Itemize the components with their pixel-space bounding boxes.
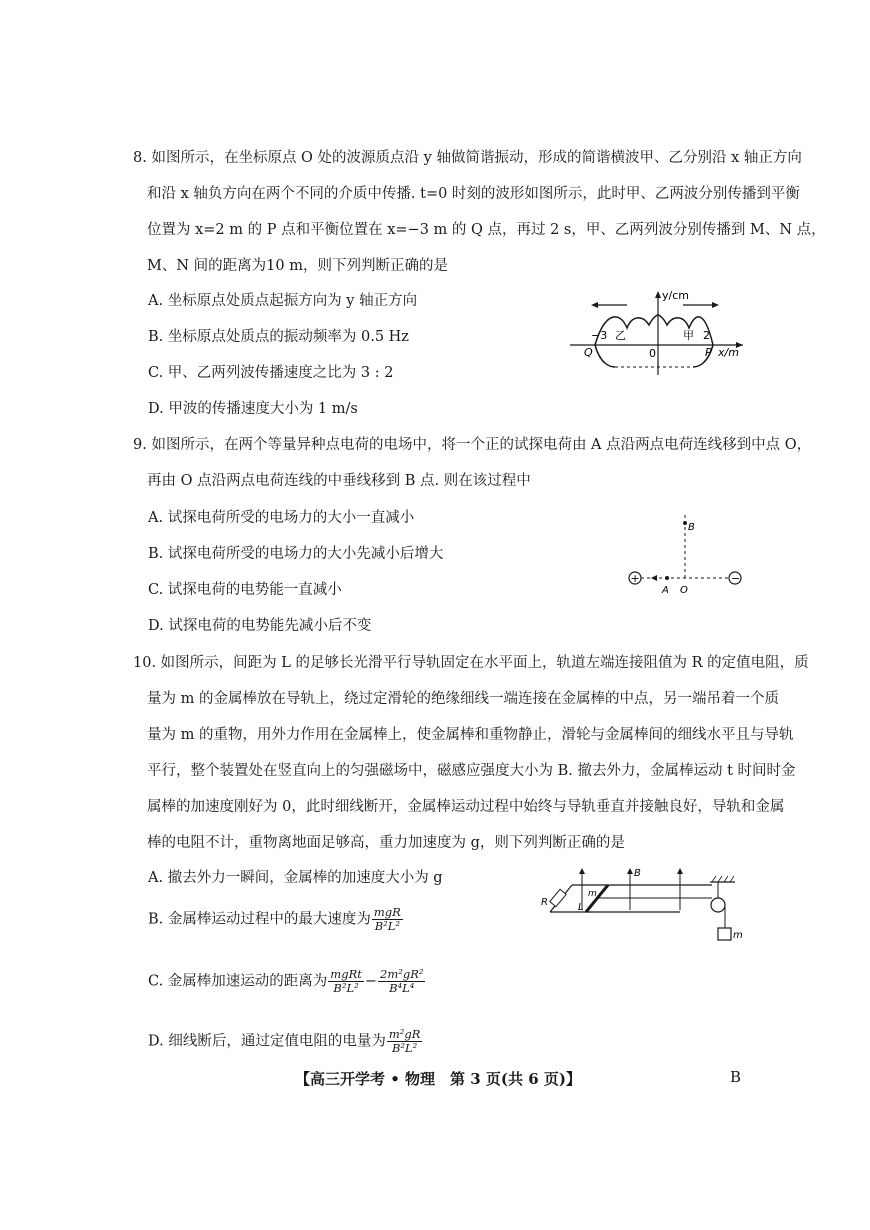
q8-label-jia: 甲 (683, 329, 694, 342)
q10-option-b-fraction: $\frac{\text{mgR}}{\text{B²L²}}$ (373, 905, 401, 933)
q10-pulley (711, 898, 725, 912)
q10-line-3: 量为 m 的重物，用外力作用在金属棒上，使金属棒和重物静止，滑轮与金属棒间的细线水平且与导轨 (147, 727, 794, 743)
q10-line-5: 属棒的加速度刚好为 0，此时细线断开，金属棒运动过程中始终与导轨垂直并接触良好，导轨和金属 (147, 799, 785, 815)
q9-line-2: 再由 O 点沿两点电荷连线的中垂线移到 B 点. 则在该过程中 (147, 473, 531, 489)
q10-label-r: R (541, 897, 548, 908)
q10-label-b: B (634, 868, 641, 879)
q8-label-neg3: −3 (591, 329, 608, 342)
q8-x-axis-label: x/m (718, 346, 739, 359)
q10-line-4: 平行，整个装置处在竖直向上的匀强磁场中，磁感应强度大小为 B. 撤去外力，金属棒运动 t 时间时金 (147, 763, 796, 779)
q8-line-4: M、N 间的距离为10 m，则下列判断正确的是 (147, 258, 448, 274)
q9-label-o: O (680, 585, 688, 596)
q10-label-l: L (578, 902, 584, 913)
q10-label-m-bar: m (588, 889, 597, 899)
q9-label-b: B (688, 522, 695, 533)
q8-label-2: 2 (703, 329, 710, 342)
q9-option-b[interactable]: B. 试探电荷所受的电场力的大小先减小后增大 (148, 546, 444, 562)
q8-option-d[interactable]: D. 甲波的传播速度大小为 1 m/s (148, 401, 358, 417)
q10-label-m-weight: m (733, 930, 743, 941)
q10-option-d-fraction: $\frac{\text{m²gR}}{\text{B²L²}}$ (388, 1027, 421, 1055)
page-footer: 【高三开学考 • 物理 第 3 页(共 6 页)】 (295, 1070, 581, 1088)
q10-option-c-text: C. 金属棒加速运动的距离为 (148, 973, 328, 990)
q8-line-2: 和沿 x 轴负方向在两个不同的介质中传播. t=0 时刻的波形如图所示，此时甲、乙两波分别传播到平衡 (147, 186, 800, 202)
q8-y-axis-label: y/cm (662, 289, 689, 302)
q8-label-yi: 乙 (615, 329, 626, 342)
q9-label-a: A (662, 585, 669, 596)
q10-line-2: 量为 m 的金属棒放在导轨上，绕过定滑轮的绝缘细线一端连接在金属棒的中点，另一端吊着一个质 (147, 691, 779, 707)
q8-wave-figure (565, 285, 750, 380)
q10-option-d[interactable] (148, 1028, 423, 1055)
q10-option-b-text: B. 金属棒运动过程中的最大速度为 (148, 911, 371, 928)
q9-plus-sign: + (630, 572, 640, 585)
q8-line-3: 位置为 x=2 m 的 P 点和平衡位置在 x=−3 m 的 Q 点，再过 2 s，甲、乙两列波分别传播到 M、N 点， (147, 222, 826, 238)
q8-option-c[interactable]: C. 甲、乙两列波传播速度之比为 3 : 2 (148, 365, 394, 381)
q10-option-b[interactable] (148, 906, 404, 933)
q9-option-a[interactable]: A. 试探电荷所受的电场力的大小一直减小 (148, 510, 415, 526)
q10-weight (718, 928, 731, 940)
q9-option-d[interactable]: D. 试探电荷的电势能先减小后不变 (148, 618, 372, 634)
q10-option-c-fraction-2: $\frac{\text{2m²gR²}}{\text{B⁴L⁴}}$ (380, 967, 424, 995)
q8-label-q: Q (584, 346, 593, 359)
q8-option-b[interactable]: B. 坐标原点处质点的振动频率为 0.5 Hz (148, 329, 409, 345)
q8-label-origin: 0 (649, 347, 656, 360)
q10-option-a[interactable]: A. 撤去外力一瞬间，金属棒的加速度大小为 g (148, 870, 443, 886)
q9-minus-sign: − (731, 572, 741, 585)
q8-option-a[interactable]: A. 坐标原点处质点起振方向为 y 轴正方向 (148, 293, 418, 309)
q9-option-c[interactable]: C. 试探电荷的电势能一直减小 (148, 582, 342, 598)
q10-option-c[interactable]: C. 金属棒加速运动的距离为 $\frac{\text{mgRt}}{\text{B²L²}}$ − $\frac{\text{2m²gR²}}{\text{B⁴L⁴}}$ (148, 967, 424, 995)
q9-line-1: 9. 如图所示，在两个等量异种点电荷的电场中，将一个正的试探电荷由 A 点沿两点电荷连线移到中点 O， (133, 437, 812, 453)
q8-line-1: 8. 如图所示，在坐标原点 O 处的波源质点沿 y 轴做简谐振动，形成的简谐横波甲、乙分别沿 x 轴正方向 (133, 150, 802, 166)
q10-option-c-fraction-1: $\frac{\text{mgRt}}{\text{B²L²}}$ (330, 967, 362, 995)
q9-charge-figure (625, 505, 745, 600)
q10-line-6: 棒的电阻不计，重物离地面足够高，重力加速度为 g，则下列判断正确的是 (147, 835, 625, 851)
q10-resistor (550, 889, 566, 906)
q10-rail-figure (530, 860, 750, 950)
version-label: B (730, 1068, 742, 1086)
q10-line-1: 10. 如图所示，间距为 L 的足够长光滑平行导轨固定在水平面上，轨道左端连接阻值为 R 的定值电阻，质 (133, 655, 809, 671)
q8-label-p: P (705, 346, 712, 359)
q10-option-d-text: D. 细线断后，通过定值电阻的电量为 (148, 1033, 386, 1050)
